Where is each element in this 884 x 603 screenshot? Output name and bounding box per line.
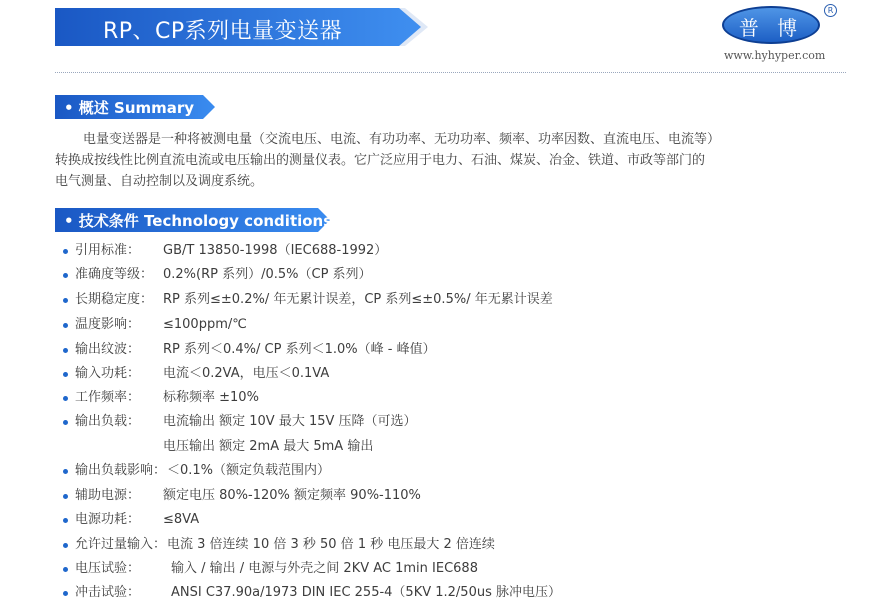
bullet-icon (63, 396, 68, 401)
summary-heading (55, 95, 215, 119)
summary-line: 电量变送器是一种将被测电量（交流电压、电流、有功功率、无功功率、频率、功率因数、直流电压、电流等） (83, 132, 721, 147)
condition-label: 输入功耗： (75, 366, 141, 381)
bullet-icon (63, 372, 68, 377)
bullet-icon (63, 567, 68, 572)
condition-label: 工作频率： (75, 390, 141, 405)
condition-value: 标称频率 ±10% (163, 390, 259, 405)
condition-label: 长期稳定度： (75, 292, 154, 307)
condition-label: 冲击试验： (75, 585, 141, 600)
condition-value: 电流输出 额定 10V 最大 15V 压降（可选） (163, 414, 417, 429)
bullet-icon (63, 420, 68, 425)
bullet-icon (63, 591, 68, 596)
bullet-icon (63, 543, 68, 548)
logo-text: 普 博 (738, 16, 804, 40)
condition-label: 输出负载： (75, 414, 141, 429)
condition-label: 输出纹波： (75, 342, 141, 357)
condition-label: 输出负载影响： (75, 463, 167, 478)
bullet-icon (63, 323, 68, 328)
condition-label: 允许过量输入： (75, 537, 167, 552)
condition-value: 额定电压 80%-120% 额定频率 90%-110% (163, 488, 421, 503)
condition-value: ≤8VA (163, 512, 200, 527)
bullet-icon (63, 249, 68, 254)
bullet-icon (63, 298, 68, 303)
bullet-icon (63, 469, 68, 474)
bullet-icon (63, 494, 68, 499)
condition-value: 电压输出 额定 2mA 最大 5mA 输出 (163, 439, 374, 454)
condition-value: 0.2%(RP 系列）/0.5%（CP 系列） (163, 267, 372, 282)
title-banner (55, 8, 428, 46)
conditions-heading (55, 208, 333, 232)
company-url: www.hyhyper.com (724, 49, 826, 62)
summary-heading-text: • 概述 Summary (64, 99, 195, 117)
condition-value: RP 系列＜0.4%/ CP 系列＜1.0%（峰 - 峰值） (163, 342, 436, 357)
summary-line: 电气测量、自动控制以及调度系统。 (55, 174, 264, 189)
header-divider (55, 72, 846, 73)
bullet-icon (63, 348, 68, 353)
condition-label: 温度影响： (75, 317, 141, 332)
condition-label: 电源功耗： (75, 512, 141, 527)
condition-label: 辅助电源： (75, 488, 141, 503)
condition-value: 电流＜0.2VA，电压＜0.1VA (163, 366, 330, 381)
condition-label: 准确度等级： (75, 267, 154, 282)
registered-mark-icon: R (824, 4, 837, 17)
condition-value: 输入 / 输出 / 电源与外壳之间 2KV AC 1min IEC688 (171, 561, 478, 576)
condition-value: ≤100ppm/℃ (163, 317, 247, 332)
conditions-heading-text: • 技术条件 Technology conditions (64, 212, 333, 230)
page-title: RP、CP系列电量变送器 (103, 19, 343, 44)
summary-text (55, 129, 735, 192)
bullet-icon (63, 273, 68, 278)
summary-line: 转换成按线性比例直流电流或电压输出的测量仪表。它广泛应用于电力、石油、煤炭、冶金、铁道、市政等部门的 (55, 153, 706, 168)
condition-value: 电流 3 倍连续 10 倍 3 秒 50 倍 1 秒 电压最大 2 倍连续 (167, 537, 495, 552)
company-logo (722, 6, 846, 64)
condition-value: ＜0.1%（额定负载范围内） (167, 463, 331, 478)
bullet-icon (63, 518, 68, 523)
condition-label: 引用标准： (75, 243, 141, 258)
condition-label: 电压试验： (75, 561, 141, 576)
condition-value: ANSI C37.90a/1973 DIN IEC 255-4（5KV 1.2/50us 脉冲电压） (171, 585, 561, 600)
condition-value: RP 系列≤±0.2%/ 年无累计误差，CP 系列≤±0.5%/ 年无累计误差 (163, 292, 553, 307)
condition-value: GB/T 13850-1998（IEC688-1992） (163, 243, 388, 258)
